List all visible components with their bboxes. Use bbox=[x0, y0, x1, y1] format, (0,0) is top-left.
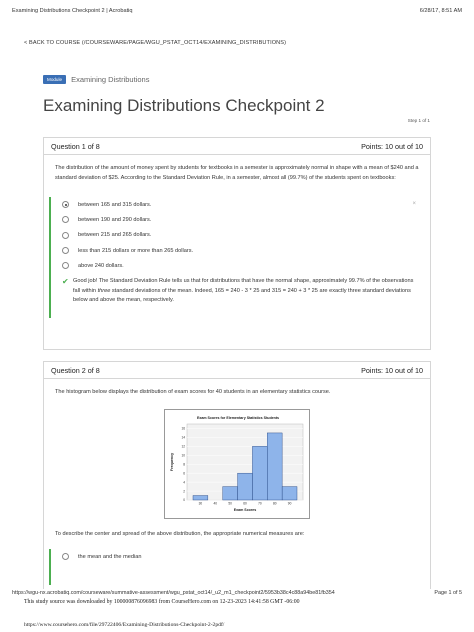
feedback bbox=[62, 277, 419, 318]
y-tick-label: 0 bbox=[183, 497, 185, 502]
choice-option[interactable] bbox=[62, 258, 419, 273]
histogram-bar bbox=[193, 495, 208, 499]
choice-label: between 165 and 315 dollars. bbox=[78, 201, 152, 208]
radio-button[interactable] bbox=[62, 553, 69, 560]
x-tick-label: 30 bbox=[198, 501, 203, 505]
source-note: This study source was downloaded by 100000876096983 from CourseHero.com on 12-23-2023 14:41:58 GMT -06:00 bbox=[24, 599, 300, 605]
y-tick-label: 4 bbox=[183, 479, 185, 484]
answer-choices bbox=[49, 549, 419, 585]
y-tick-label: 12 bbox=[181, 444, 185, 449]
x-tick-label: 50 bbox=[228, 501, 232, 505]
module-badge: Module bbox=[43, 75, 66, 84]
close-icon[interactable]: × bbox=[412, 201, 416, 207]
chart-title: Exam Scores for Elementary Statistics Students bbox=[196, 415, 280, 420]
choice-label: less than 215 dollars or more than 265 dollars. bbox=[78, 247, 194, 254]
print-datetime: 6/28/17, 8:51 AM bbox=[419, 8, 462, 14]
y-axis-label: Frequency bbox=[170, 452, 174, 471]
answer-choices bbox=[49, 197, 419, 318]
x-tick-label: 80 bbox=[272, 501, 277, 505]
histogram-bar bbox=[267, 432, 282, 499]
choice-option[interactable] bbox=[62, 197, 419, 212]
choice-option[interactable] bbox=[62, 228, 419, 243]
x-axis-label: Exam Scores bbox=[233, 507, 257, 512]
y-tick-label: 6 bbox=[183, 470, 185, 475]
histogram-bar bbox=[252, 446, 267, 500]
checkmark-icon: ✔ bbox=[62, 277, 69, 287]
question-card-1 bbox=[43, 137, 431, 350]
question-label: Question 1 of 8 bbox=[51, 141, 100, 151]
radio-button-selected[interactable] bbox=[62, 201, 69, 208]
histogram-chart bbox=[164, 409, 310, 519]
page-title: Examining Distributions Checkpoint 2 bbox=[43, 96, 325, 115]
bottom-url[interactable]: https://www.coursehero.com/file/29722406/Examining-Distributions-Checkpoint-2-2pdf/ bbox=[24, 622, 225, 628]
module-name: Examining Distributions bbox=[71, 75, 150, 84]
choice-option[interactable] bbox=[62, 549, 419, 564]
question-text-2: To describe the center and spread of the above distribution, the appropriate numerical measures are: bbox=[55, 530, 305, 537]
back-to-course-link[interactable]: < BACK TO COURSE (/COURSEWARE/PAGE/WGU_PSTAT_OCT14/EXAMINING_DISTRIBUTIONS) bbox=[24, 40, 287, 46]
choice-option[interactable] bbox=[62, 243, 419, 258]
histogram-svg bbox=[165, 410, 311, 520]
y-tick-label: 8 bbox=[183, 461, 185, 466]
footer-url[interactable]: https://wgu-nx.acrobatiq.com/courseware/summative-assessment/wgu_pstat_oct14/_u2_m1_checkpoint2/5953b38c4c88a94be81fb354 bbox=[12, 590, 335, 596]
histogram-bar bbox=[223, 486, 238, 499]
choice-option[interactable] bbox=[62, 212, 419, 227]
step-indicator: Step 1 of 1 bbox=[407, 118, 430, 123]
radio-button[interactable] bbox=[62, 262, 69, 269]
module-row bbox=[43, 75, 149, 84]
x-tick-label: 60 bbox=[243, 501, 247, 505]
print-header bbox=[12, 8, 462, 14]
page-number: Page 1 of 5 bbox=[434, 590, 462, 596]
footer-url-row bbox=[12, 590, 462, 596]
question-points: Points: 10 out of 10 bbox=[361, 365, 423, 375]
question-card-2 bbox=[43, 361, 431, 589]
radio-button[interactable] bbox=[62, 232, 69, 239]
question-text: The histogram below displays the distribution of exam scores for 40 students in an elementary statistics course. bbox=[55, 389, 331, 395]
y-tick-label: 14 bbox=[181, 435, 185, 440]
choice-label: between 190 and 290 dollars. bbox=[78, 216, 152, 223]
question-header bbox=[44, 138, 430, 155]
x-tick-label: 70 bbox=[258, 501, 262, 505]
y-tick-label: 2 bbox=[183, 488, 185, 493]
question-label: Question 2 of 8 bbox=[51, 365, 100, 375]
radio-button[interactable] bbox=[62, 247, 69, 254]
choice-label: the mean and the median bbox=[78, 553, 142, 560]
x-tick-label: 90 bbox=[287, 501, 292, 505]
choice-label: between 215 and 265 dollars. bbox=[78, 232, 152, 239]
choice-label: above 240 dollars. bbox=[78, 262, 124, 269]
histogram-bar bbox=[238, 473, 253, 500]
y-tick-label: 10 bbox=[181, 452, 185, 457]
histogram-bar bbox=[282, 486, 297, 499]
x-tick-label: 40 bbox=[213, 501, 218, 505]
question-header bbox=[44, 362, 430, 379]
question-text: The distribution of the amount of money spent by students for textbooks in a semester is approximately normal in shape with a mean of $240 and a standard deviation of $25. According to the Standard Deviation Rule, in a semester, almost all (99.7%) of the students spent on textbooks: bbox=[55, 165, 419, 181]
feedback-text: Good job! The Standard Deviation Rule tells us that for distributions that have the normal shape, approximately 99.7% of the observations fall within three standard deviations of the mean. Indeed, 165 = 240 - 3 * 25 and 315 = 240 + 3 * 25 are exactly three standard deviations below and above the mean, respectively. bbox=[73, 278, 414, 304]
y-tick-label: 16 bbox=[181, 426, 185, 431]
question-points: Points: 10 out of 10 bbox=[361, 141, 423, 151]
radio-button[interactable] bbox=[62, 216, 69, 223]
print-title: Examining Distributions Checkpoint 2 | Acrobatiq bbox=[12, 8, 133, 14]
